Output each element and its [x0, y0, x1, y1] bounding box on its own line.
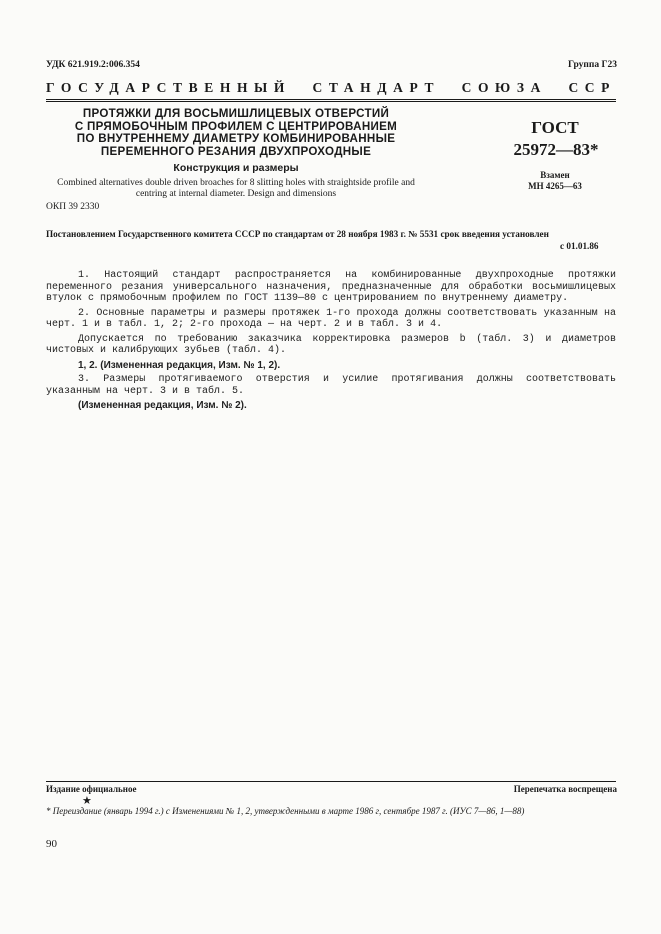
paragraph-4: 3. Размеры протягиваемого отверстия и усилие протягивания должны соответствовать указанным на черт. 3 и в табл. 5. [46, 374, 616, 397]
footnote: * Переиздание (январь 1994 г.) с Изменениями № 1, 2, утвержденными в марте 1986 г, сентябре 1987 г. (ИУС 7—86, 1—88) [46, 806, 525, 816]
banner-word-3: СОЮЗА [461, 80, 547, 95]
title-line: С ПРЯМОБОЧНЫМ ПРОФИЛЕМ С ЦЕНТРИРОВАНИЕМ [74, 119, 398, 133]
revision-note-2: (Измененная редакция, Изм. № 2). [78, 400, 247, 411]
gost-number: 25972—83* [513, 140, 599, 159]
page-number: 90 [46, 838, 57, 850]
paragraph-1: 1. Настоящий стандарт распространяется на комбинированные двухпроходные протяжки переменного резания универсального назначения, предназначенные для обработки восьмишлицевых втулок с прямобочным профилем по ГОСТ 1139—80 с центрированием по внутреннему диаметру. [46, 270, 616, 304]
reprint-prohibited: Перепечатка воспрещена [513, 784, 617, 794]
paragraph-2: 2. Основные параметры и размеры протяжек 1-го прохода должны соответствовать указанным на черт. 1 и в табл. 1, 2; 2-го прохода — на черт. 2 и в табл. 3 и 4. [46, 307, 616, 330]
standard-banner [46, 80, 616, 96]
banner-word-2: СТАНДАРТ [312, 80, 441, 95]
replaces-value: МН 4265—63 [528, 181, 582, 191]
english-title: Combined alternatives double driven broaches for 8 slitting holes with straightside profile and centring at internal diameter. Design and dimensions [57, 178, 415, 199]
replaces-label: Взамен [540, 170, 570, 180]
decree-text: Постановлением Государственного комитета СССР по стандартам от 28 ноября 1983 г. № 5531 срок введения установлен [46, 229, 549, 239]
banner-rule-bottom [46, 101, 616, 102]
document-title [46, 108, 426, 158]
title-line: ПО ВНУТРЕННЕМУ ДИАМЕТРУ КОМБИНИРОВАННЫЕ [76, 132, 396, 145]
gost-label: ГОСТ [531, 118, 579, 137]
group-code: Группа Г23 [568, 60, 617, 70]
revision-note-1: 1, 2. (Измененная редакция, Изм. № 1, 2). [78, 359, 281, 371]
document-subtitle: Конструкция и размеры [173, 162, 299, 174]
banner-word-4: ССР [568, 80, 616, 95]
okp-code: ОКП 39 2330 [46, 202, 100, 212]
banner-word-1: ГОСУДАРСТВЕННЫЙ [46, 80, 292, 95]
decree-date: с 01.01.86 [560, 241, 599, 251]
udk-code: УДК 621.919.2:006.354 [46, 60, 140, 70]
title-line: ПРОТЯЖКИ ДЛЯ ВОСЬМИШЛИЦЕВЫХ ОТВЕРСТИЙ [82, 107, 390, 120]
body-text [46, 270, 616, 415]
banner-rule-top [46, 99, 616, 100]
title-line: ПЕРЕМЕННОГО РЕЗАНИЯ ДВУХПРОХОДНЫЕ [100, 144, 372, 158]
official-edition: Издание официальное [46, 784, 137, 794]
replaces-block [500, 170, 610, 192]
footer-rule [46, 781, 616, 782]
star-icon: ★ [82, 795, 92, 807]
paragraph-3: Допускается по требованию заказчика корректировка размеров b (табл. 3) и диаметров чистовых и калибрующих зубьев (табл. 4). [46, 333, 616, 356]
